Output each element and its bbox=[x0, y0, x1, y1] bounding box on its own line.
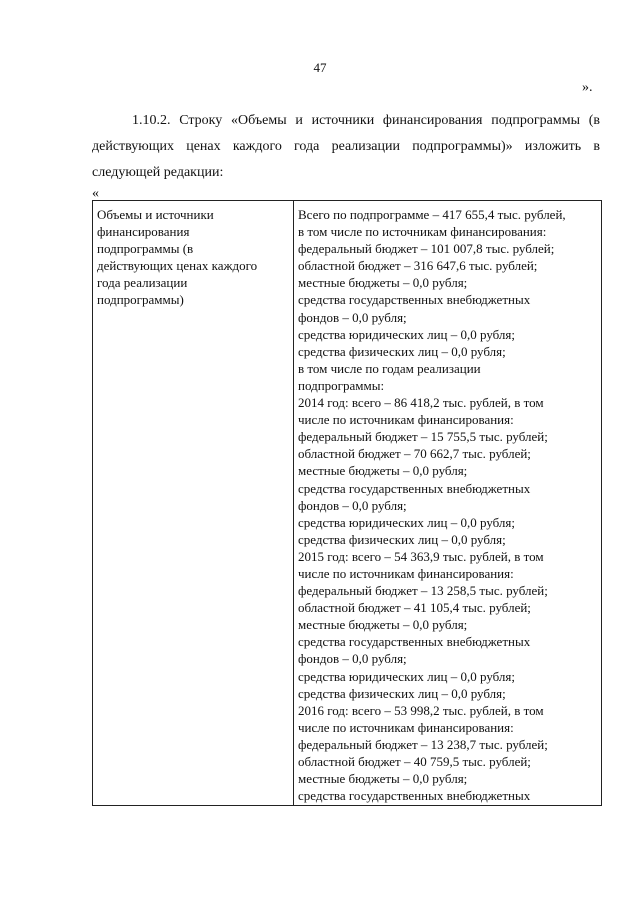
value-line: числе по источникам финансирования: bbox=[298, 412, 514, 428]
value-line: федеральный бюджет – 13 238,7 тыс. рублей; bbox=[298, 736, 548, 752]
value-line: средства государственных внебюджетных bbox=[298, 634, 531, 650]
amendment-paragraph: 1.10.2. Строку «Объемы и источники финансирования подпрограммы (в действующих ценах каждого года реализации подпрограммы)» изложить в следующей редакции: bbox=[92, 113, 600, 180]
value-line: фондов – 0,0 рубля; bbox=[298, 497, 407, 513]
label-line: подпрограммы (в bbox=[97, 241, 194, 257]
label-line: действующих ценах каждого bbox=[97, 258, 258, 274]
value-line: областной бюджет – 40 759,5 тыс. рублей; bbox=[298, 754, 531, 769]
value-line: 2016 год: всего – 53 998,2 тыс. рублей, в том bbox=[298, 702, 544, 718]
label-line: Объемы и источники bbox=[97, 207, 214, 222]
table-label-cell bbox=[93, 201, 294, 805]
financing-table bbox=[92, 200, 602, 806]
value-line: 2015 год: всего – 54 363,9 тыс. рублей, в том bbox=[298, 548, 544, 564]
value-line: средства физических лиц – 0,0 рубля; bbox=[298, 685, 506, 701]
value-line: средства государственных внебюджетных bbox=[298, 788, 531, 804]
value-line: в том числе по источникам финансирования: bbox=[298, 224, 547, 240]
page-number: 47 bbox=[313, 60, 327, 75]
table-value-cell bbox=[294, 201, 601, 805]
closing-quote: ». bbox=[582, 80, 593, 95]
value-line: числе по источникам финансирования: bbox=[298, 565, 514, 581]
value-line: средства юридических лиц – 0,0 рубля; bbox=[298, 326, 516, 342]
value-line: средства физических лиц – 0,0 рубля; bbox=[298, 343, 506, 359]
value-line: 2014 год: всего – 86 418,2 тыс. рублей, в том bbox=[298, 395, 544, 411]
value-line: числе по источникам финансирования: bbox=[298, 719, 514, 735]
value-line: федеральный бюджет – 15 755,5 тыс. рублей; bbox=[298, 429, 548, 445]
value-line: местные бюджеты – 0,0 рубля; bbox=[298, 463, 468, 479]
value-line: федеральный бюджет – 13 258,5 тыс. рублей; bbox=[298, 583, 548, 599]
value-line: средства государственных внебюджетных bbox=[298, 480, 531, 496]
value-line: в том числе по годам реализации bbox=[298, 360, 481, 376]
value-line: средства государственных внебюджетных bbox=[298, 292, 531, 308]
value-line: средства юридических лиц – 0,0 рубля; bbox=[298, 514, 516, 530]
value-line: средства физических лиц – 0,0 рубля; bbox=[298, 531, 506, 547]
opening-quote: « bbox=[92, 186, 99, 201]
value-line: областной бюджет – 41 105,4 тыс. рублей; bbox=[298, 600, 531, 616]
value-line: областной бюджет – 316 647,6 тыс. рублей; bbox=[298, 258, 538, 274]
value-line: подпрограммы: bbox=[298, 377, 385, 393]
value-line: федеральный бюджет – 101 007,8 тыс. рублей; bbox=[298, 241, 555, 257]
value-line: фондов – 0,0 рубля; bbox=[298, 651, 407, 667]
value-line: фондов – 0,0 рубля; bbox=[298, 309, 407, 325]
label-line: финансирования bbox=[97, 224, 190, 240]
value-line: местные бюджеты – 0,0 рубля; bbox=[298, 275, 468, 291]
value-line: областной бюджет – 70 662,7 тыс. рублей; bbox=[298, 446, 531, 462]
value-line: Всего по подпрограмме – 417 655,4 тыс. рублей, bbox=[298, 207, 566, 222]
label-line: подпрограммы) bbox=[97, 292, 184, 308]
value-line: средства юридических лиц – 0,0 рубля; bbox=[298, 668, 516, 684]
value-line: местные бюджеты – 0,0 рубля; bbox=[298, 617, 468, 633]
label-line: года реализации bbox=[97, 275, 188, 291]
value-line: местные бюджеты – 0,0 рубля; bbox=[298, 771, 468, 787]
